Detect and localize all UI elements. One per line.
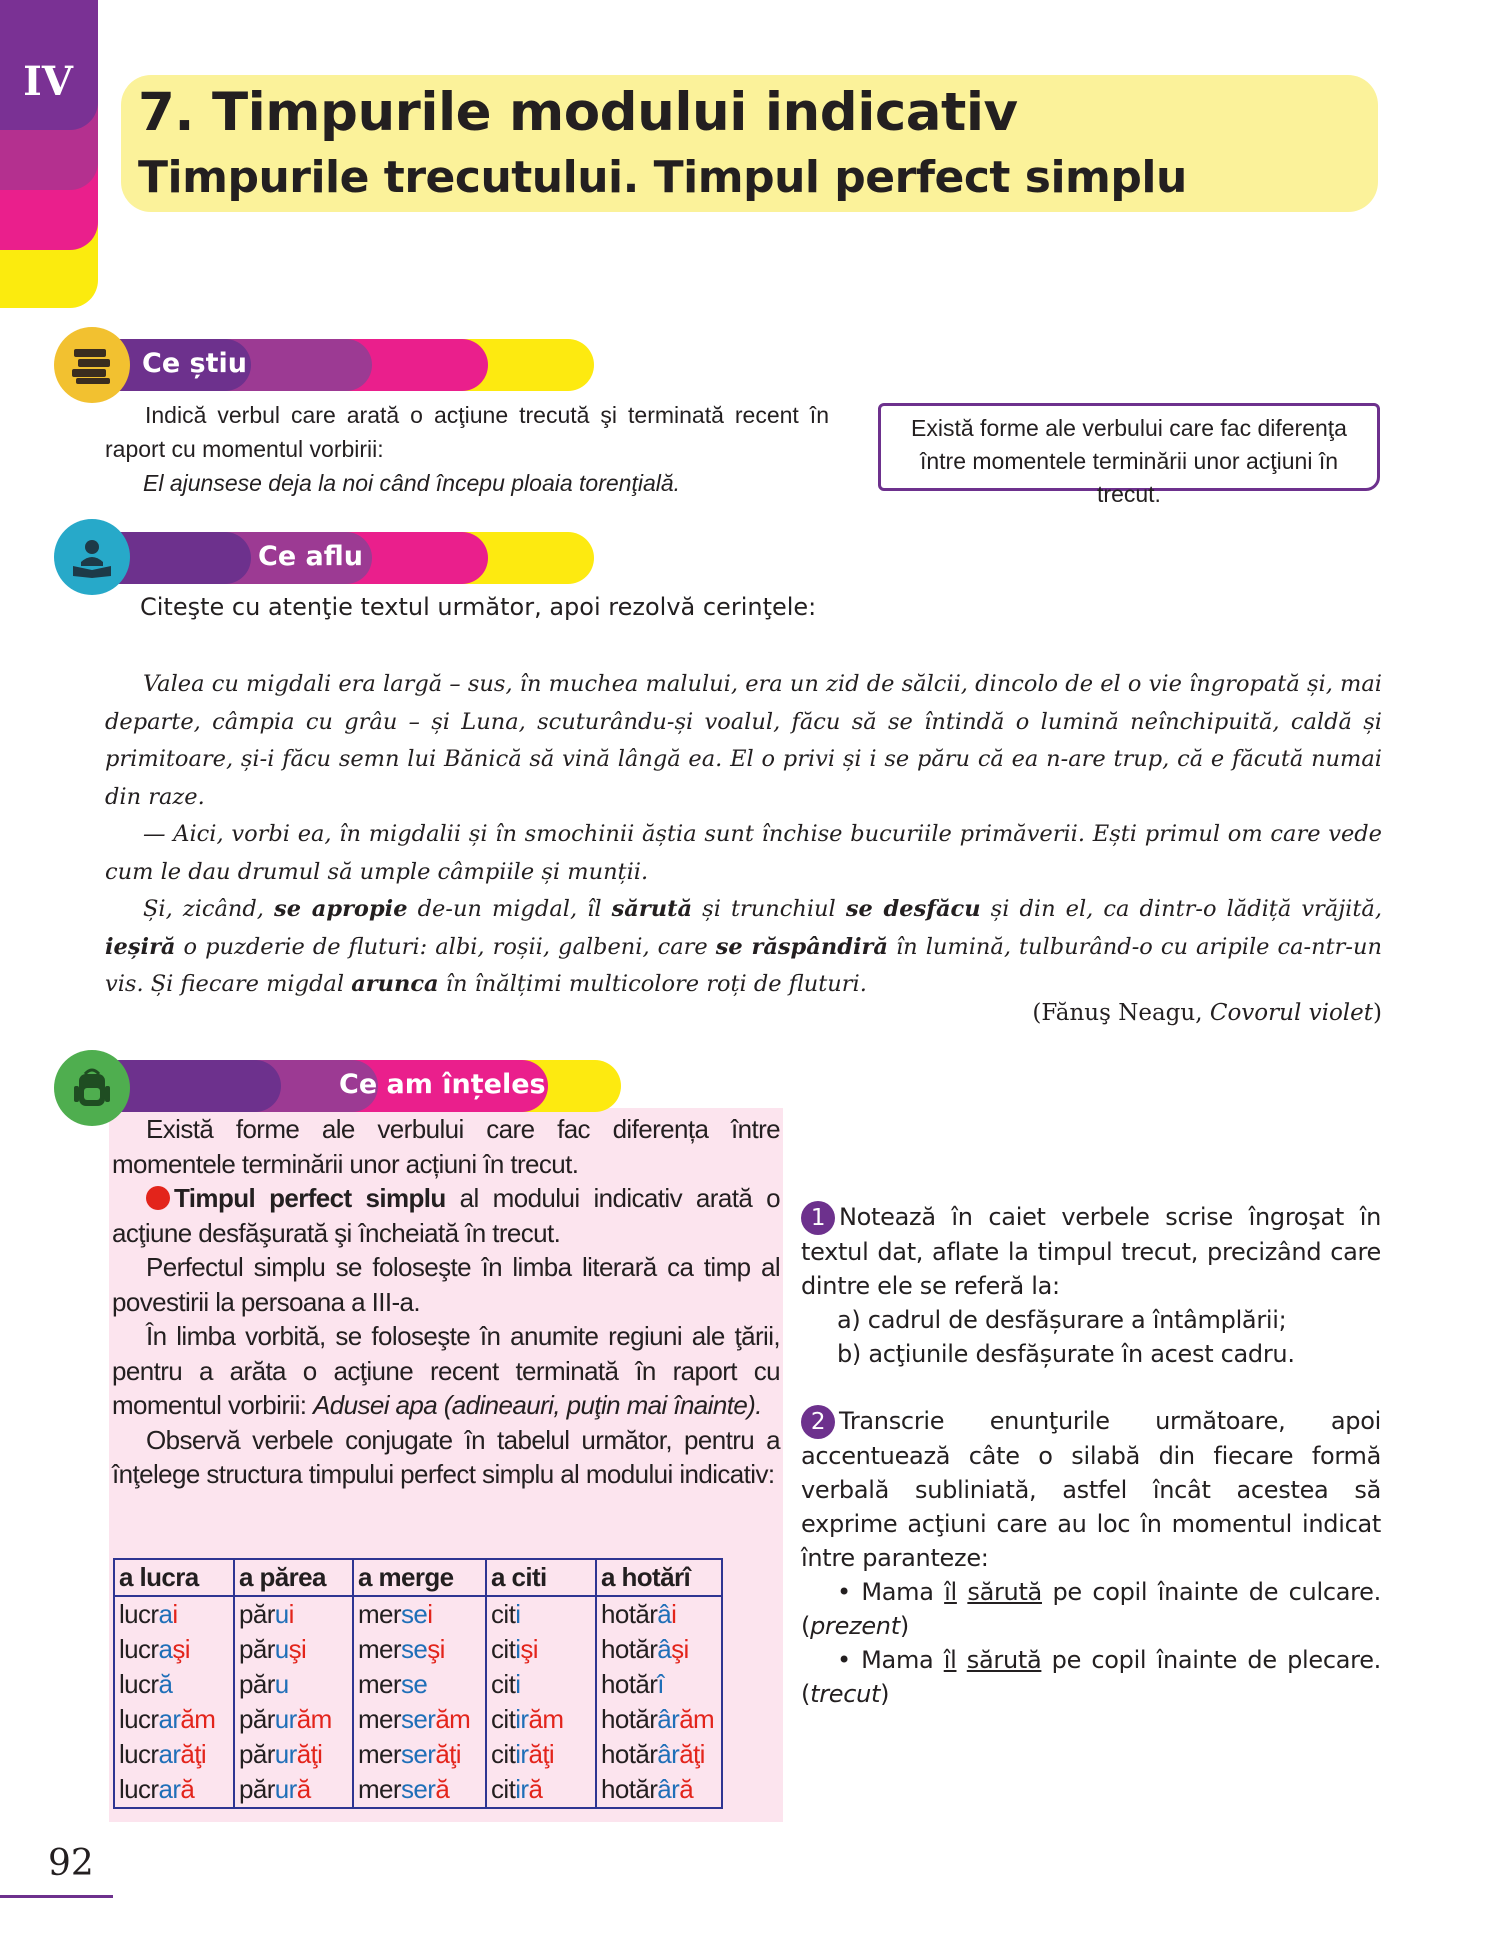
verb-ending: ăm <box>180 1704 216 1734</box>
exercise-text: Transcrie enunţurile următoare, apoi accentuează câte o silabă din fiecare formă verbală subliniată, astfel încât acestea să exprime acţiuni care au loc în momentul indicat între paranteze: <box>801 1407 1381 1572</box>
bold-verb: se apropie <box>274 896 408 922</box>
bold-verb: sărută <box>611 896 693 922</box>
exercise-number-badge: 1 <box>801 1201 835 1235</box>
verb-suffix: î <box>657 1669 664 1699</box>
bold-verb: arunca <box>351 971 439 997</box>
story-source: (Fănuş Neagu, Covorul violet) <box>1032 1000 1382 1026</box>
table-cell <box>486 1772 596 1808</box>
table-cell <box>486 1667 596 1702</box>
table-cell <box>596 1632 722 1667</box>
table-cell <box>353 1702 486 1737</box>
exercise-option: b) acţiunile desfășurate în acest cadru. <box>837 1340 1295 1368</box>
verb-ending: ăm <box>679 1704 715 1734</box>
verb-suffix: ur <box>274 1774 297 1804</box>
lesson-subtitle: Timpurile trecutului. Timpul perfect simplu <box>138 152 1187 203</box>
verb-stem: cit <box>491 1739 516 1769</box>
verb-suffix: ă <box>158 1669 173 1699</box>
verb-stem: lucr <box>119 1739 159 1769</box>
verb-suffix: ar <box>158 1739 181 1769</box>
verb-stem: hotăr <box>601 1774 658 1804</box>
verb-suffix: ar <box>158 1704 181 1734</box>
verb-ending: ăţi <box>296 1739 323 1769</box>
table-row <box>114 1772 722 1808</box>
conjugation-table <box>113 1558 723 1809</box>
exercise-text: Notează în caiet verbele scrise îngroşat în textul dat, aflate la timpul trecut, precizând care dintre ele se referă la: <box>801 1203 1381 1300</box>
verb-stem: lucr <box>119 1599 159 1629</box>
verb-ending: şi <box>172 1634 190 1664</box>
exercise-option: a) cadrul de desfășurare a întâmplării; <box>837 1306 1287 1334</box>
table-cell <box>596 1737 722 1772</box>
verb-ending: ă <box>180 1774 195 1804</box>
table-row <box>114 1632 722 1667</box>
exercise-2 <box>801 1404 1381 1711</box>
verb-suffix: a <box>158 1634 173 1664</box>
verb-suffix: â <box>657 1634 672 1664</box>
verb-ending: i <box>288 1599 294 1629</box>
section-heading-ce-am-inteles: Ce am înțeles <box>339 1069 546 1100</box>
verb-suffix: u <box>274 1634 289 1664</box>
table-cell <box>353 1632 486 1667</box>
verb-stem: hotăr <box>601 1669 658 1699</box>
verb-stem: hotăr <box>601 1634 658 1664</box>
table-header: a hotărî <box>596 1559 722 1596</box>
exercise-1 <box>801 1200 1381 1371</box>
verb-ending: i <box>671 1599 677 1629</box>
table-cell <box>234 1702 353 1737</box>
table-cell <box>114 1632 234 1667</box>
verb-ending: ăţi <box>435 1739 461 1769</box>
table-row <box>114 1596 722 1632</box>
section-heading-ce-stiu: Ce știu <box>142 348 247 379</box>
table-cell <box>234 1596 353 1632</box>
section-ribbon-ce-stiu <box>96 339 594 391</box>
table-cell <box>114 1667 234 1702</box>
table-header: a citi <box>486 1559 596 1596</box>
verb-ending: ăm <box>296 1704 332 1734</box>
verb-stem: cit <box>491 1599 516 1629</box>
verb-suffix: se <box>400 1599 428 1629</box>
verb-ending: ă <box>435 1774 450 1804</box>
verb-stem: mer <box>358 1599 401 1629</box>
verb-suffix: ser <box>400 1704 436 1734</box>
lesson-title: 7. Timpurile modului indicativ <box>138 82 1018 143</box>
story-text <box>105 666 1382 1004</box>
verb-stem: lucr <box>119 1634 159 1664</box>
understanding-paragraph: Observă verbele conjugate în tabelul următor, pentru a înţelege structura timpului perfect simplu al modului indicativ: <box>112 1424 780 1489</box>
table-row <box>114 1702 722 1737</box>
table-row <box>114 1737 722 1772</box>
verb-suffix: se <box>400 1669 428 1699</box>
verb-suffix: ar <box>158 1774 181 1804</box>
verb-ending: ăţi <box>180 1739 207 1769</box>
verb-stem: păr <box>239 1669 275 1699</box>
verb-stem: mer <box>358 1669 401 1699</box>
story-paragraph: Valea cu migdali era largă – sus, în muchea malului, era un zid de sălcii, dincolo de el o vie îngropată și, mai departe, câmpia cu grâu – și Luna, scuturându-și voalul, făcu să se întindă o lumină neînchipuită, caldă și primitoare, și-i făcu semn lui Bănică să vină lângă ea. El o privi și i se păru că ea n-are trup, că e făcută numai din raze. <box>105 671 1382 810</box>
table-cell <box>596 1596 722 1632</box>
table-cell <box>486 1632 596 1667</box>
verb-stem: lucr <box>119 1704 159 1734</box>
verb-suffix: a <box>158 1599 173 1629</box>
red-bullet-icon <box>146 1186 170 1210</box>
verb-ending: ă <box>296 1774 311 1804</box>
table-cell <box>353 1596 486 1632</box>
understanding-paragraph: În limba vorbită, se foloseşte în anumite regiuni ale ţării, pentru a arăta o acţiune recent terminată în raport cu momentul vorbirii: Adusei apa (adineauri, puţin mai înainte). <box>112 1321 780 1420</box>
section-ribbon-ce-aflu <box>96 532 594 584</box>
understanding-paragraph: Perfectul simplu se foloseşte în limba literară ca timp al povestirii la persoana a III-a. <box>112 1252 780 1317</box>
verb-suffix: ir <box>515 1704 529 1734</box>
section-heading-ce-aflu: Ce aflu <box>258 541 363 572</box>
understanding-text <box>112 1112 780 1492</box>
section-ribbon-ce-am-inteles <box>96 1060 621 1112</box>
table-header: a părea <box>234 1559 353 1596</box>
verb-ending: ăm <box>528 1704 564 1734</box>
verb-suffix: ir <box>515 1774 529 1804</box>
verb-stem: păr <box>239 1599 275 1629</box>
verb-suffix: ur <box>274 1739 297 1769</box>
verb-ending: i <box>172 1599 178 1629</box>
ce-stiu-text <box>105 398 829 500</box>
table-cell <box>486 1702 596 1737</box>
verb-stem: păr <box>239 1774 275 1804</box>
verb-stem: cit <box>491 1704 516 1734</box>
verb-ending: ă <box>528 1774 543 1804</box>
page-number-rule <box>0 1895 113 1898</box>
table-header: a lucra <box>114 1559 234 1596</box>
exercise-sentence: • Mama îl sărută pe copil înainte de plecare. (trecut) <box>801 1646 1381 1708</box>
table-cell <box>234 1772 353 1808</box>
unit-label: IV <box>23 58 73 105</box>
table-cell <box>114 1702 234 1737</box>
table-cell <box>486 1596 596 1632</box>
reader-icon <box>54 519 130 595</box>
verb-stem: mer <box>358 1704 401 1734</box>
verb-suffix: i <box>515 1599 521 1629</box>
verb-suffix: u <box>274 1599 289 1629</box>
exercise-number-badge: 2 <box>801 1405 835 1439</box>
verb-stem: păr <box>239 1634 275 1664</box>
table-cell <box>596 1667 722 1702</box>
bold-verb: se răspândiră <box>715 933 888 960</box>
table-cell <box>234 1632 353 1667</box>
verb-ending: şi <box>520 1634 538 1664</box>
verb-stem: lucr <box>119 1669 159 1699</box>
verb-stem: hotăr <box>601 1739 658 1769</box>
verb-ending: ăţi <box>679 1739 705 1769</box>
table-cell <box>353 1737 486 1772</box>
verb-ending: ăm <box>435 1704 471 1734</box>
table-row <box>114 1667 722 1702</box>
verb-stem: hotăr <box>601 1704 658 1734</box>
table-cell <box>353 1772 486 1808</box>
verb-suffix: ir <box>515 1739 529 1769</box>
verb-stem: mer <box>358 1634 401 1664</box>
exercise-sentence: • Mama îl sărută pe copil înainte de culcare. (prezent) <box>801 1578 1381 1640</box>
verb-ending: şi <box>671 1634 689 1664</box>
verb-ending: ăţi <box>528 1739 555 1769</box>
books-icon <box>54 327 130 403</box>
verb-stem: cit <box>491 1774 516 1804</box>
reading-instruction: Citeşte cu atenţie textul următor, apoi rezolvă cerinţele: <box>140 593 817 621</box>
ce-stiu-example: El ajunsese deja la noi când începu ploaia torenţială. <box>143 470 681 496</box>
table-cell <box>234 1667 353 1702</box>
understanding-paragraph: Timpul perfect simplu al modului indicativ arată o acţiune desfăşurată şi încheiată în trecut. <box>112 1183 780 1248</box>
verb-stem: păr <box>239 1739 275 1769</box>
verb-suffix: âr <box>657 1774 680 1804</box>
verb-suffix: âr <box>657 1704 680 1734</box>
bold-verb: se desfăcu <box>845 896 981 922</box>
verb-stem: cit <box>491 1634 516 1664</box>
page-number: 92 <box>48 1843 94 1884</box>
verb-stem: lucr <box>119 1774 159 1804</box>
verb-ending: i <box>427 1599 433 1629</box>
verb-suffix: âr <box>657 1739 680 1769</box>
verb-suffix: i <box>515 1669 521 1699</box>
verb-stem: păr <box>239 1704 275 1734</box>
verb-stem: mer <box>358 1739 401 1769</box>
table-cell <box>114 1596 234 1632</box>
table-cell <box>234 1737 353 1772</box>
table-cell <box>114 1737 234 1772</box>
table-cell <box>486 1737 596 1772</box>
verb-suffix: u <box>274 1669 289 1699</box>
verb-ending: şi <box>427 1634 445 1664</box>
story-paragraph: — Aici, vorbi ea, în migdalii și în smochinii ăștia sunt închise bucuriile primăverii. Ești primul om care vede cum le dau drumul să umple câmpiile și munții. <box>105 821 1382 885</box>
verb-suffix: ser <box>400 1739 436 1769</box>
verb-suffix: â <box>657 1599 672 1629</box>
table-header: a merge <box>353 1559 486 1596</box>
verb-stem: hotăr <box>601 1599 658 1629</box>
unit-tab <box>0 0 98 308</box>
verb-ending: ă <box>679 1774 694 1804</box>
verb-suffix: ser <box>400 1774 436 1804</box>
verb-suffix: se <box>400 1634 428 1664</box>
verb-stem: mer <box>358 1774 401 1804</box>
table-cell <box>353 1667 486 1702</box>
bold-verb: ieșiră <box>105 933 176 960</box>
ce-stiu-question: Indică verbul care arată o acţiune trecută şi terminată recent în raport cu momentul vorbirii: <box>105 402 829 462</box>
understanding-paragraph: Există forme ale verbului care fac diferența între momentele terminării unor acțiuni în trecut. <box>112 1114 780 1179</box>
table-cell <box>114 1772 234 1808</box>
story-paragraph: Și, zicând, se apropie de-un migdal, îl sărută și trunchiul se desfăcu și din el, ca dintr-o lădiță vrăjită, ieșiră o puzderie de fluturi: albi, roșii, galbeni, care se răspândiră în lumină, tulburând-o cu aripile ca-ntr-un vis. Și fiecare migdal arunca în înălțimi multicolore roți de fluturi. <box>105 896 1382 997</box>
note-box: Există forme ale verbului care fac diferenţa între momentele terminării unor acţiuni în trecut. <box>878 403 1380 491</box>
verb-suffix: ur <box>274 1704 297 1734</box>
table-cell <box>596 1702 722 1737</box>
verb-ending: şi <box>288 1634 307 1664</box>
verb-suffix: i <box>515 1634 521 1664</box>
verb-stem: cit <box>491 1669 516 1699</box>
table-cell <box>596 1772 722 1808</box>
